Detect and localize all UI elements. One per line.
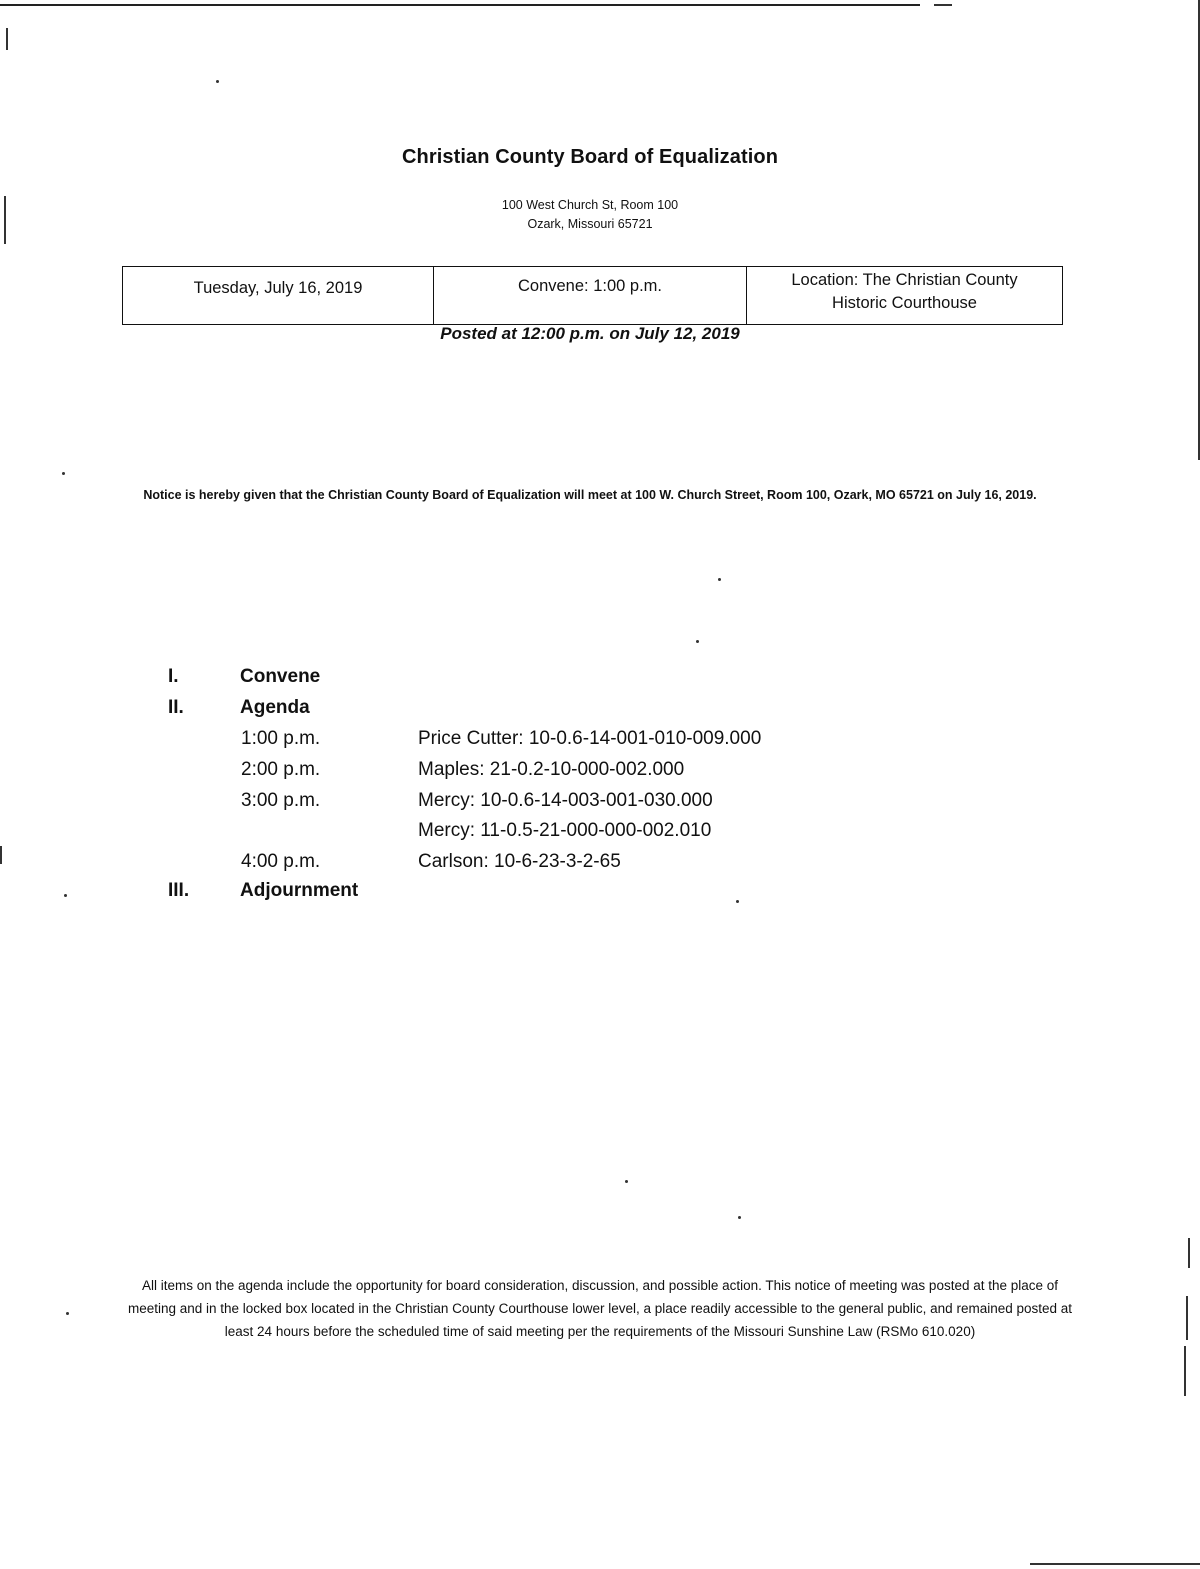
scan-border-top [0,4,920,6]
agenda-item-parcel: Carlson: 10-6-23-3-2-65 [418,851,621,872]
address-line-city: Ozark, Missouri 65721 [527,217,653,231]
scan-speck [62,472,65,475]
section-numeral: I. [168,666,179,687]
scan-mark [6,28,8,50]
location-line-1: Location: The Christian County [791,271,1018,289]
agenda-item-parcel: Price Cutter: 10-0.6-14-001-010-009.000 [418,728,762,749]
scan-speck [216,80,219,83]
address-block [0,196,1180,234]
address-line-street: 100 West Church St, Room 100 [501,198,679,212]
location-line-2: Historic Courthouse [832,294,977,312]
agenda-item-time: 2:00 p.m. [241,759,321,780]
section-numeral: III. [168,880,190,901]
scan-speck [64,894,67,897]
scan-border-bottom [1030,1563,1200,1565]
convene-time-cell: Convene: 1:00 p.m. [433,267,746,324]
section-label: Convene [240,666,321,687]
meeting-date-cell: Tuesday, July 16, 2019 [193,279,363,297]
footer-disclaimer: All items on the agenda include the opportunity for board consideration, discussion, and possible action. This notice of meeting was posted at the place of meeting and in the locked box located in the Christian County Courthouse lower level, a place readily accessible to the general public, and remained posted at least 24 hours before the scheduled time of said meeting per the requirements of the Missouri Sunshine Law (RSMo 610.020) [127,1278,1073,1339]
scan-mark [1184,1346,1186,1396]
scan-speck [736,900,739,903]
meeting-info-table [122,266,1063,325]
scan-mark [1186,1296,1188,1340]
section-label: Agenda [240,697,310,718]
agenda-item-parcel: Mercy: 10-0.6-14-003-001-030.000 [418,790,713,811]
section-label: Adjournment [240,880,359,901]
agenda-item-parcel: Mercy: 11-0.5-21-000-000-002.010 [418,820,712,841]
scan-speck [696,640,699,643]
scan-mark [1188,1238,1190,1268]
scan-mark [0,846,2,864]
agenda-item-parcel: Maples: 21-0.2-10-000-002.000 [418,759,685,780]
section-numeral: II. [168,697,184,718]
scan-speck [718,578,721,581]
agenda-item-time: 1:00 p.m. [241,728,321,749]
document-title: Christian County Board of Equalization [401,146,779,168]
location-cell [746,267,1062,324]
scan-speck [738,1216,741,1219]
scan-border-top-fragment [934,4,952,6]
agenda-item-time: 4:00 p.m. [241,851,321,872]
scan-speck [66,1312,69,1315]
scan-speck [625,1180,628,1183]
agenda-item-time: 3:00 p.m. [241,790,321,811]
meeting-notice-text: Notice is hereby given that the Christian County Board of Equalization will meet at 100 W. Church Street, Room 100, Ozark, MO 65721 on July 16, 2019. [143,488,1037,502]
posted-notice: Posted at 12:00 p.m. on July 12, 2019 [440,324,740,343]
